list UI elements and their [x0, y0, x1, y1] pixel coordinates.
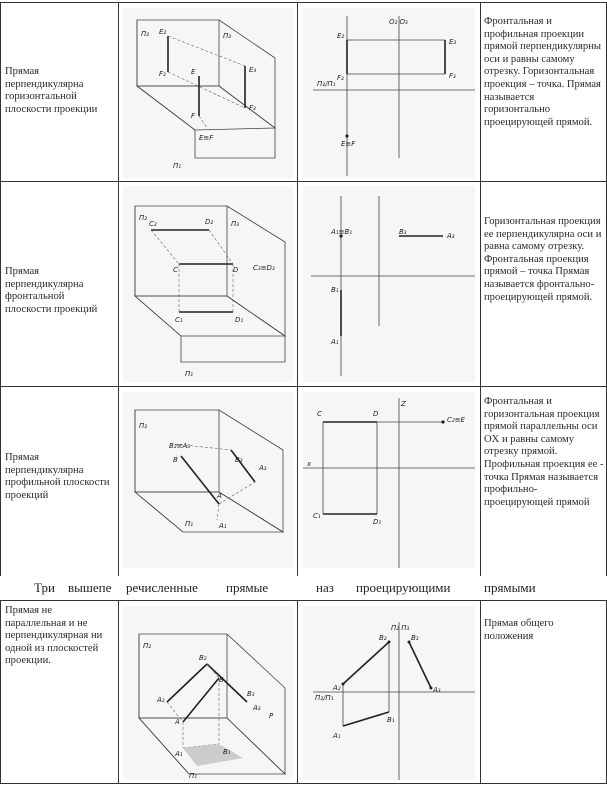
- row2-b3-label: B₃: [399, 228, 407, 236]
- row4-b3r-label: B₃: [411, 634, 419, 642]
- row2-c1-label: C₁: [175, 316, 183, 324]
- row1-e2-label: E₂: [159, 28, 167, 36]
- row1-orthographic-svg: [303, 8, 475, 178]
- row3-axonometric-figure: [123, 392, 293, 568]
- row4-axonometric-svg: [123, 606, 293, 780]
- row3-pi2-label: Π₂: [139, 422, 148, 430]
- table-border-top: [0, 2, 607, 3]
- row2-description: Прямая перпендикулярна фронтальной плоскости проекций: [5, 266, 98, 315]
- row4-description: Прямая не параллельная и не перпендикулярная ни одной из плоскостей проекции.: [5, 605, 103, 667]
- row2-explanation: Горизонтальная проекция ее перпендикулярна оси и равна самому отрезку. Фронтальная проекция прямой – точка Прямая называется фронтально-проецирующей прямой.: [484, 216, 602, 303]
- row1-axonometric-figure: [123, 8, 293, 178]
- row3-z-label: Z: [401, 400, 406, 408]
- note-word-2: вышепе: [68, 580, 112, 595]
- row3-explanation: Фронтальная и горизонтальная проекция прямой параллельны оси OX и равны самому отрезку прямой. Профильная проекция ее - точка Прямая называется профильно-проецирующей прямой: [484, 396, 604, 508]
- row1-e3-proj-label: E₃: [449, 38, 457, 46]
- row3-pi1-label: Π₁: [185, 520, 194, 528]
- row4-pi2-label: Π₂: [143, 642, 152, 650]
- row4-b1-label: B₁: [223, 748, 231, 756]
- row4-b3-label: B₃: [247, 690, 255, 698]
- row2-axonometric-svg: [123, 186, 293, 382]
- row1-orthographic-figure: [303, 8, 475, 178]
- note-word-6: проецирующими: [356, 580, 451, 595]
- row1-explanation: Фронтальная и профильная проекции прямой перпендикулярны оси и равны самому отрезку. Горизонтальная проекция – точка. Прямая называется горизонтально проецирующей прямой.: [484, 16, 601, 128]
- row4-b1r-label: B₁: [387, 716, 395, 724]
- row4-a1r-label: A₁: [333, 732, 341, 740]
- row1-pi1-label: Π₁: [173, 162, 182, 170]
- col-divider-4-bottom: [480, 600, 481, 783]
- row3-a3b3-label: B₂≡A₃: [169, 442, 191, 450]
- row1-ef-label: E≡F: [199, 134, 214, 142]
- row2-d2-label: D₂: [205, 218, 214, 226]
- row2-pi1-label: Π₁: [185, 370, 194, 378]
- row2-a3-label: A₃: [447, 232, 455, 240]
- row1-f3-label: F₃: [249, 104, 256, 112]
- row1-pi3-label: Π₃: [223, 32, 232, 40]
- row2-c2-label: C₂: [149, 220, 157, 228]
- row2-b1-label: B₁: [331, 286, 339, 294]
- row4-a2r-label: A₂: [333, 684, 341, 692]
- row3-x-label: x: [307, 460, 312, 468]
- col-divider-3-bottom: [297, 600, 298, 783]
- note-word-5: наз: [316, 580, 334, 595]
- row4-p-label: P: [269, 712, 274, 720]
- row1-e2-proj-label: E₂: [337, 32, 345, 40]
- row3-orthographic-figure: [303, 392, 475, 568]
- row3-b-label: B: [173, 456, 178, 464]
- row4-a3-label: A₃: [253, 704, 261, 712]
- row2-orthographic-figure: [303, 186, 475, 382]
- row-divider-2: [0, 386, 607, 387]
- row2-pi2-label: Π₂: [139, 214, 148, 222]
- row3-c1-label: C₁: [313, 512, 321, 520]
- row3-a3-label: A₃: [259, 464, 267, 472]
- row2-a1-label: A₁: [331, 338, 339, 346]
- row1-pi2pi1-label: Π₂/Π₁: [317, 80, 336, 88]
- row4-b2-label: B₂: [199, 654, 207, 662]
- row2-d1-label: D₁: [235, 316, 244, 324]
- row3-d-label: D: [373, 410, 379, 418]
- row2-axonometric-figure: [123, 186, 293, 382]
- col-divider-2-top: [118, 2, 119, 576]
- row3-a1-label: A₁: [219, 522, 227, 530]
- row4-b-label: B: [219, 676, 224, 684]
- row1-ef-proj-label: E≡F: [341, 140, 356, 148]
- col-divider-4-top: [480, 2, 481, 576]
- row3-d1-label: D₁: [373, 518, 382, 526]
- row2-orthographic-svg: [303, 186, 475, 382]
- row3-c-label: C: [317, 410, 322, 418]
- col-divider-3-top: [297, 2, 298, 576]
- note-word-3: речисленные: [126, 580, 198, 595]
- row1-o-label: O₂ O₃: [389, 18, 408, 26]
- row-divider-1: [0, 181, 607, 182]
- row1-f2-proj-label: F₂: [337, 74, 344, 82]
- row4-orthographic-figure: [303, 606, 475, 780]
- row1-e3-label: E₃: [249, 66, 257, 74]
- row-divider-3: [0, 600, 607, 601]
- row4-pi1-label: Π₁: [189, 772, 198, 780]
- row2-c3d3-label: C₃≡D₃: [253, 264, 275, 272]
- row4-a2-label: A₂: [157, 696, 165, 704]
- row2-a1b1-label: A₁≡B₁: [331, 228, 353, 236]
- row1-f2-label: F₂: [159, 70, 166, 78]
- row1-f-label: F: [191, 112, 196, 120]
- row4-orthographic-svg: [303, 606, 475, 780]
- row1-description: Прямая перпендикулярна горизонтальной плоскости проекции: [5, 66, 98, 115]
- row1-e-label: E: [191, 68, 196, 76]
- row3-axonometric-svg: [123, 392, 293, 568]
- row1-axonometric-svg: [123, 8, 293, 178]
- row4-a1-label: A₁: [175, 750, 183, 758]
- row4-o-label: Π₂ Π₃: [391, 624, 410, 632]
- note-word-1: Три: [34, 580, 55, 595]
- row3-a-label: A: [217, 492, 222, 500]
- summary-note: [0, 576, 607, 600]
- note-word-4: прямые: [226, 580, 269, 595]
- row4-a-label: A: [175, 718, 180, 726]
- col-divider-1-top: [0, 2, 1, 576]
- row1-f3-proj-label: F₃: [449, 72, 456, 80]
- row4-axonometric-figure: [123, 606, 293, 780]
- row4-b2r-label: B₂: [379, 634, 387, 642]
- row2-pi3-label: Π₃: [231, 220, 240, 228]
- table-border-bottom: [0, 783, 607, 784]
- row4-pi2pi1-label: Π₂/Π₁: [315, 694, 334, 702]
- col-divider-1-bottom: [0, 600, 1, 783]
- col-divider-2-bottom: [118, 600, 119, 783]
- row3-orthographic-svg: [303, 392, 475, 568]
- row4-a3r-label: A₃: [433, 686, 441, 694]
- note-word-7: прямыми: [484, 580, 536, 595]
- row4-explanation: Прямая общего положения: [484, 618, 554, 642]
- row2-d-label: D: [233, 266, 239, 274]
- row2-c-label: C: [173, 266, 178, 274]
- row3-c2d2-label: C₂≡E: [447, 416, 465, 424]
- row3-b3-label: B₃: [235, 456, 243, 464]
- row1-pi2-label: Π₂: [141, 30, 150, 38]
- row3-description: Прямая перпендикулярна профильной плоскости проекций: [5, 452, 110, 501]
